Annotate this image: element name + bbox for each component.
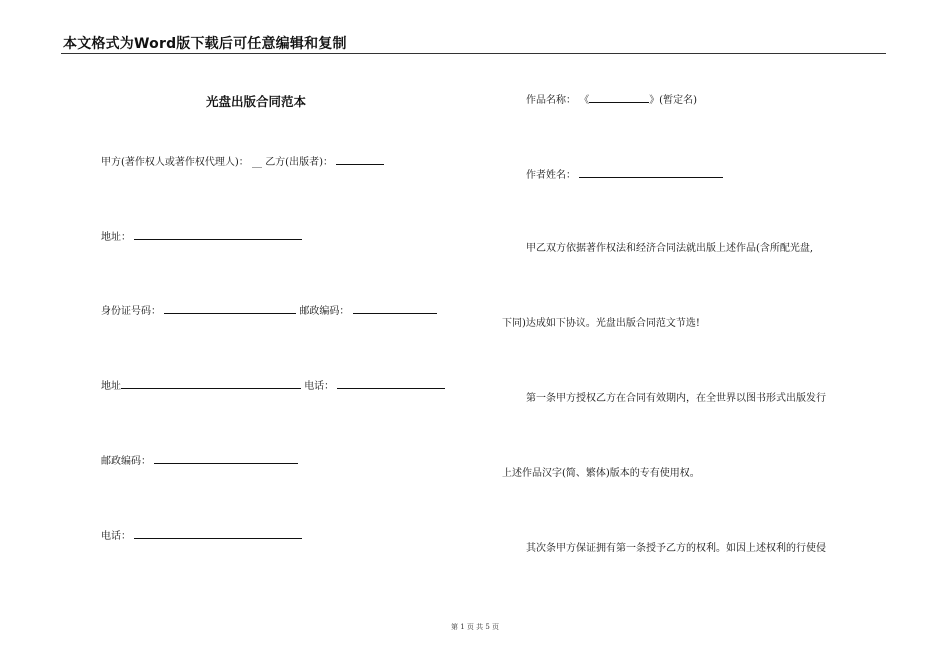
phone2-line xyxy=(101,529,302,543)
work-name-close: 》(暂定名) xyxy=(649,95,697,106)
header-divider xyxy=(61,53,886,54)
address-line xyxy=(101,230,302,244)
work-name-blank xyxy=(589,93,649,103)
postal-code2-label: 邮政编码： xyxy=(101,456,151,467)
phone-label: 电话： xyxy=(304,381,335,392)
address-phone-line xyxy=(101,379,445,393)
address-label: 地址： xyxy=(101,232,131,243)
page-footer: 第 1 页 共 5 页 xyxy=(450,623,500,631)
postal-code2-line xyxy=(101,454,298,468)
phone2-blank xyxy=(134,529,302,539)
id-number-label: 身份证号码： xyxy=(101,306,161,317)
party-a-label: 甲方(著作权人或著作权代理人)： xyxy=(101,157,249,168)
address2-label: 地址 xyxy=(101,381,121,392)
para3: 其次条甲方保证拥有第一条授予乙方的权利。如因上述权利的行使侵 xyxy=(526,543,826,554)
postal-code-blank xyxy=(353,304,437,314)
work-name-line xyxy=(526,93,697,107)
party-separator: __ xyxy=(252,157,262,168)
work-name-label: 作品名称： xyxy=(526,95,576,106)
id-postal-line xyxy=(101,304,437,318)
id-number-blank xyxy=(164,304,296,314)
party-line xyxy=(101,155,384,169)
phone-blank xyxy=(337,379,445,389)
address-blank xyxy=(134,230,302,240)
para2: 第一条甲方授权乙方在合同有效期内，在全世界以图书形式出版发行 xyxy=(526,393,826,404)
party-b-blank xyxy=(336,155,384,165)
author-blank xyxy=(579,168,723,178)
author-label: 作者姓名： xyxy=(526,170,576,181)
para1-cont: 下同)达成如下协议。光盘出版合同范文节选! xyxy=(502,318,700,329)
work-name-open: 《 xyxy=(579,95,590,106)
para2-cont: 上述作品汉字(简、繁体)版本的专有使用权。 xyxy=(502,468,700,479)
author-line xyxy=(526,168,723,182)
para1: 甲乙双方依据著作权法和经济合同法就出版上述作品(含所配光盘, xyxy=(526,243,814,254)
phone2-label: 电话： xyxy=(101,531,131,542)
postal-code-label: 邮政编码： xyxy=(299,306,350,317)
document-title: 光盘出版合同范本 xyxy=(206,94,307,109)
party-b-label: 乙方(出版者)： xyxy=(265,157,333,168)
postal-code2-blank xyxy=(154,454,298,464)
address2-blank xyxy=(121,379,301,389)
header-title: 本文格式为Word版下载后可任意编辑和复制 xyxy=(63,36,347,52)
